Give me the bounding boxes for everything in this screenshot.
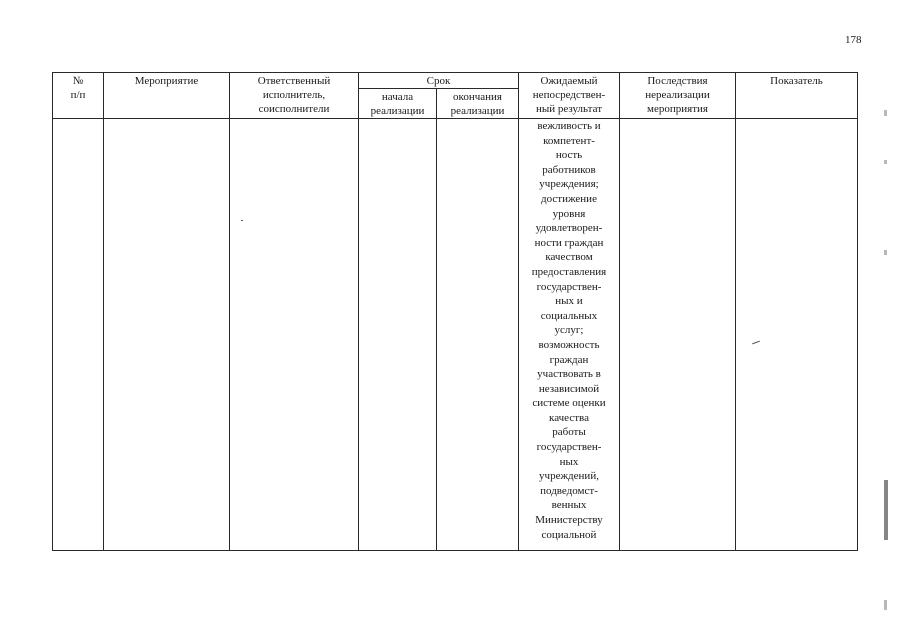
- expected-result-line: компетент-: [543, 134, 595, 147]
- header-indicator-line: Показатель: [770, 75, 823, 87]
- cell-expected-result: [519, 119, 620, 551]
- scan-edge-noise: [884, 480, 888, 540]
- header-expected-line: ный результат: [536, 103, 602, 115]
- expected-result-line: учреждения;: [539, 178, 599, 191]
- scan-edge-noise: [884, 160, 887, 164]
- expected-result-line: удовлетворен-: [535, 222, 603, 235]
- expected-result-line: социальных: [540, 309, 598, 322]
- header-term-end: [437, 89, 519, 119]
- expected-result-line: качеством: [545, 251, 593, 264]
- header-num-line: №: [72, 75, 84, 87]
- scan-edge-noise: [884, 250, 887, 255]
- cell-term-end: [437, 119, 519, 551]
- header-num: [53, 73, 104, 119]
- expected-result-line: Министерству: [535, 514, 603, 527]
- expected-result-line: достижение: [541, 192, 597, 205]
- expected-result-line: подведомст-: [540, 484, 598, 497]
- expected-result-line: ных: [559, 455, 579, 468]
- page-number: 178: [845, 34, 862, 46]
- header-num-line: п/п: [70, 89, 86, 101]
- header-consequences-line: нереализации: [645, 89, 710, 101]
- header-term-end-line: окончания: [453, 91, 502, 103]
- header-consequences-line: мероприятия: [647, 103, 708, 115]
- expected-result-line: системе оценки: [532, 397, 606, 410]
- header-term-start: [359, 89, 437, 119]
- expected-result-line: участвовать в: [537, 368, 601, 381]
- expected-result-line: государствен-: [536, 280, 602, 293]
- header-term-line: Срок: [426, 75, 451, 87]
- expected-result-line: уровня: [552, 207, 586, 220]
- expected-result-line: государствен-: [536, 441, 602, 454]
- header-event: [104, 73, 230, 119]
- expected-result-line: работников: [542, 163, 596, 176]
- header-event-line: Мероприятие: [134, 75, 199, 87]
- cell-term-start: [359, 119, 437, 551]
- cell-indicator: [736, 119, 858, 551]
- expected-result-line: возможность: [538, 338, 600, 351]
- expected-result-line: ность: [555, 149, 583, 162]
- scan-speck: [241, 220, 243, 221]
- header-term: [359, 73, 519, 89]
- cell-executor: [230, 119, 359, 551]
- header-executor-line: соисполнители: [258, 103, 330, 115]
- expected-result-line: вежливость и: [537, 120, 601, 132]
- cell-event: [104, 119, 230, 551]
- header-executor-line: исполнитель,: [262, 89, 326, 101]
- expected-result-line: предоставления: [531, 265, 607, 278]
- header-term-start-line: начала: [381, 91, 414, 103]
- scan-edge-noise: [884, 600, 887, 610]
- scan-edge-noise: [884, 110, 887, 116]
- expected-result-line: качества: [549, 411, 589, 424]
- expected-result-line: социальной: [541, 528, 597, 541]
- header-expected-line: Ожидаемый: [540, 75, 598, 87]
- expected-result-line: ности граждан: [534, 236, 604, 249]
- header-indicator: [736, 73, 858, 119]
- expected-result-line: независимой: [538, 382, 600, 395]
- header-term-start-line: реализации: [370, 105, 425, 117]
- table-row: [53, 119, 858, 551]
- cell-num: [53, 119, 104, 551]
- header-consequences-line: Последствия: [647, 75, 708, 87]
- cell-consequences: [620, 119, 736, 551]
- header-executor: [230, 73, 359, 119]
- program-events-table: [52, 72, 858, 551]
- header-consequences: [620, 73, 736, 119]
- expected-result-line: граждан: [549, 353, 589, 366]
- expected-result-line: работы: [552, 426, 586, 439]
- expected-result-line: ных и: [555, 295, 583, 308]
- header-expected-line: непосредствен-: [532, 89, 606, 101]
- expected-result-line: учреждений,: [539, 470, 599, 483]
- header-executor-line: Ответственный: [257, 75, 331, 87]
- expected-result-line: венных: [551, 499, 587, 512]
- header-expected-result: [519, 73, 620, 119]
- expected-result-line: услуг;: [554, 324, 584, 337]
- header-term-end-line: реализации: [450, 105, 505, 117]
